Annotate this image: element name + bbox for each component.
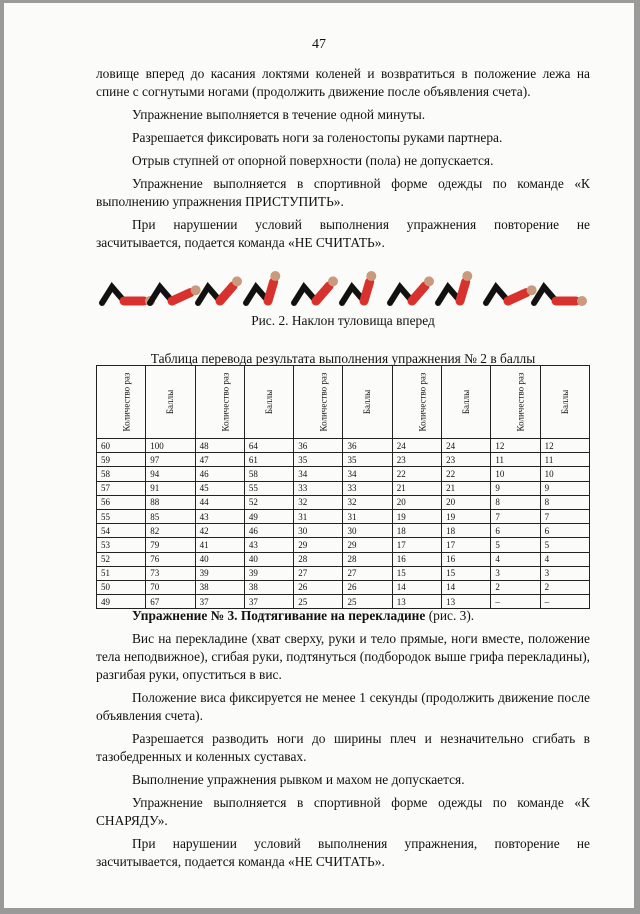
table-cell: 35 — [343, 453, 392, 467]
table-cell: 10 — [540, 467, 589, 481]
table-row — [97, 509, 590, 523]
table-cell: – — [491, 595, 540, 609]
table-cell: 43 — [244, 538, 293, 552]
table-cell: 37 — [244, 595, 293, 609]
table-row — [97, 538, 590, 552]
table-cell: 46 — [195, 467, 244, 481]
table-row — [97, 552, 590, 566]
table-cell: 4 — [540, 552, 589, 566]
table-cell: 6 — [540, 524, 589, 538]
table-cell: 33 — [294, 481, 343, 495]
table-cell: 3 — [491, 566, 540, 580]
table-cell: 43 — [195, 509, 244, 523]
table-cell: 12 — [540, 439, 589, 453]
table-cell: 13 — [392, 595, 441, 609]
table-cell: 22 — [442, 467, 491, 481]
table-cell: 2 — [491, 580, 540, 594]
table-cell: 59 — [97, 453, 146, 467]
table-cell: 30 — [343, 524, 392, 538]
table-row — [97, 467, 590, 481]
table-cell: 38 — [195, 580, 244, 594]
table-cell: 88 — [146, 495, 195, 509]
table-cell: 42 — [195, 524, 244, 538]
table-cell: 53 — [97, 538, 146, 552]
table-cell: 14 — [442, 580, 491, 594]
table-header-label: Количество раз — [318, 372, 329, 432]
table-cell: 18 — [442, 524, 491, 538]
table-cell: 21 — [392, 481, 441, 495]
table-cell: 50 — [97, 580, 146, 594]
table-header — [97, 366, 146, 439]
table-header — [540, 366, 589, 439]
table-cell: 45 — [195, 481, 244, 495]
table-header — [442, 366, 491, 439]
paragraph: Разрешается фиксировать ноги за голеностопы руками партнера. — [132, 130, 503, 145]
table-cell: 27 — [343, 566, 392, 580]
paragraph: Упражнение выполняется в течение одной минуты. — [132, 107, 426, 122]
table-cell: 46 — [244, 524, 293, 538]
table-cell: 51 — [97, 566, 146, 580]
table-cell: 56 — [97, 495, 146, 509]
figure-caption: Рис. 2. Наклон туловища вперед — [251, 313, 435, 328]
table-cell: 27 — [294, 566, 343, 580]
table-cell: 57 — [97, 481, 146, 495]
table-cell: 16 — [392, 552, 441, 566]
paragraph: При нарушении условий выполнения упражнения, повторение не засчитывается, подается команда «НЕ СЧИТАТЬ». — [96, 836, 590, 869]
table-header-label: Баллы — [264, 389, 275, 415]
table-cell: 55 — [97, 509, 146, 523]
table-cell: 61 — [244, 453, 293, 467]
exercise-pose — [534, 287, 587, 306]
table-cell: 94 — [146, 467, 195, 481]
table-cell: 8 — [491, 495, 540, 509]
table-cell: 24 — [442, 439, 491, 453]
intro-text — [96, 65, 590, 257]
table-cell: 28 — [294, 552, 343, 566]
table-cell: 29 — [343, 538, 392, 552]
table-cell: – — [540, 595, 589, 609]
paragraph: При нарушении условий выполнения упражнения повторение не засчитывается, подается команда «НЕ СЧИТАТЬ». — [96, 217, 590, 250]
table-cell: 18 — [392, 524, 441, 538]
paragraph: Вис на перекладине (хват сверху, руки и тело прямые, ноги вместе, положение тела неподвижное), сгибая руки, подтянуться (подбородок выше грифа перекладины), разгибая руки, опуститься в вис. — [96, 631, 590, 682]
table-cell: 34 — [294, 467, 343, 481]
exercise-pose — [198, 276, 242, 303]
table-cell: 26 — [343, 580, 392, 594]
exercise3-title-bold: Упражнение № 3. Подтягивание на перекладине — [132, 608, 426, 623]
table-cell: 13 — [442, 595, 491, 609]
table-cell: 20 — [442, 495, 491, 509]
table-cell: 19 — [392, 509, 441, 523]
table-header — [491, 366, 540, 439]
table-cell: 12 — [491, 439, 540, 453]
table-cell: 28 — [343, 552, 392, 566]
table-header — [146, 366, 195, 439]
table-cell: 15 — [442, 566, 491, 580]
table-cell: 8 — [540, 495, 589, 509]
exercise3-title — [96, 607, 590, 625]
table-header — [343, 366, 392, 439]
exercise-pose — [246, 271, 280, 303]
table-cell: 2 — [540, 580, 589, 594]
table-cell: 17 — [442, 538, 491, 552]
table-cell: 79 — [146, 538, 195, 552]
table-row — [97, 481, 590, 495]
table-cell: 10 — [491, 467, 540, 481]
exercise-pose — [150, 285, 201, 303]
exercise-pose — [390, 276, 434, 303]
table-cell: 19 — [442, 509, 491, 523]
paragraph: Разрешается разводить ноги до ширины плеч и незначительно сгибать в тазобедренных и коленных суставах. — [96, 731, 590, 764]
table-cell: 29 — [294, 538, 343, 552]
table-cell: 54 — [97, 524, 146, 538]
table-cell: 24 — [392, 439, 441, 453]
table-cell: 9 — [540, 481, 589, 495]
table-header-label: Количество раз — [417, 372, 428, 432]
table-cell: 52 — [97, 552, 146, 566]
exercise-pose — [294, 276, 338, 303]
paragraph: Упражнение выполняется в спортивной форме одежды по команде «К СНАРЯДУ». — [96, 795, 590, 828]
table-row — [97, 566, 590, 580]
table-cell: 85 — [146, 509, 195, 523]
table-cell: 34 — [343, 467, 392, 481]
table-cell: 7 — [491, 509, 540, 523]
exercise3-title-rest: (рис. 3). — [425, 608, 475, 623]
table-cell: 23 — [442, 453, 491, 467]
table-header-label: Баллы — [165, 389, 176, 415]
table-cell: 20 — [392, 495, 441, 509]
table-cell: 15 — [392, 566, 441, 580]
table-cell: 31 — [294, 509, 343, 523]
table-cell: 9 — [491, 481, 540, 495]
table-cell: 60 — [97, 439, 146, 453]
table-cell: 41 — [195, 538, 244, 552]
table-cell: 73 — [146, 566, 195, 580]
table-cell: 76 — [146, 552, 195, 566]
table-cell: 47 — [195, 453, 244, 467]
exercise3-text — [96, 607, 590, 876]
table-header-label: Баллы — [362, 389, 373, 415]
paragraph: Упражнение выполняется в спортивной форме одежды по команде «К выполнению упражнения ПРИСТУПИТЬ». — [96, 176, 590, 209]
table-header-label: Количество раз — [121, 372, 132, 432]
table-cell: 5 — [540, 538, 589, 552]
table-cell: 6 — [491, 524, 540, 538]
table-cell: 82 — [146, 524, 195, 538]
table-cell: 5 — [491, 538, 540, 552]
paragraph: Положение виса фиксируется не менее 1 секунды (продолжить движение после объявления счета). — [96, 690, 590, 723]
table-cell: 14 — [392, 580, 441, 594]
table-cell: 67 — [146, 595, 195, 609]
paragraph: Выполнение упражнения рывком и махом не допускается. — [132, 772, 465, 787]
exercise-pose — [486, 285, 537, 303]
table-cell: 22 — [392, 467, 441, 481]
table-cell: 39 — [244, 566, 293, 580]
table-cell: 7 — [540, 509, 589, 523]
table-cell: 11 — [540, 453, 589, 467]
table-row — [97, 580, 590, 594]
paragraph: ловище вперед до касания локтями коленей и возвратиться в положение лежа на спине с согнутыми ногами (продолжить движение после объявления счета). — [96, 66, 590, 99]
table-cell: 55 — [244, 481, 293, 495]
table-cell: 30 — [294, 524, 343, 538]
table-cell: 4 — [491, 552, 540, 566]
table-cell: 100 — [146, 439, 195, 453]
table-cell: 32 — [294, 495, 343, 509]
table-header — [244, 366, 293, 439]
table-cell: 97 — [146, 453, 195, 467]
table-row — [97, 495, 590, 509]
table-cell: 31 — [343, 509, 392, 523]
table-cell: 26 — [294, 580, 343, 594]
table-cell: 36 — [294, 439, 343, 453]
table-cell: 11 — [491, 453, 540, 467]
table-cell: 91 — [146, 481, 195, 495]
table-header-label: Количество раз — [515, 372, 526, 432]
table-header — [195, 366, 244, 439]
table-header-label: Баллы — [559, 389, 570, 415]
table-cell: 39 — [195, 566, 244, 580]
table-cell: 40 — [195, 552, 244, 566]
table-cell: 21 — [442, 481, 491, 495]
table-cell: 49 — [244, 509, 293, 523]
table-row — [97, 453, 590, 467]
table-cell: 64 — [244, 439, 293, 453]
score-table — [96, 365, 590, 609]
table-caption: Таблица перевода результата выполнения упражнения № 2 в баллы — [150, 351, 536, 366]
table-cell: 44 — [195, 495, 244, 509]
table-cell: 37 — [195, 595, 244, 609]
table-cell: 52 — [244, 495, 293, 509]
table-cell: 40 — [244, 552, 293, 566]
table-cell: 25 — [343, 595, 392, 609]
table-cell: 16 — [442, 552, 491, 566]
table-cell: 58 — [244, 467, 293, 481]
table-cell: 38 — [244, 580, 293, 594]
situp-sequence-figure — [96, 265, 590, 309]
table-header — [294, 366, 343, 439]
table-row — [97, 439, 590, 453]
table-header — [392, 366, 441, 439]
table-header-label: Количество раз — [220, 372, 231, 432]
table-cell: 58 — [97, 467, 146, 481]
table-cell: 48 — [195, 439, 244, 453]
table-cell: 17 — [392, 538, 441, 552]
paragraph: Отрыв ступней от опорной поверхности (пола) не допускается. — [132, 153, 494, 168]
table-cell: 25 — [294, 595, 343, 609]
table-cell: 23 — [392, 453, 441, 467]
page-number: 47 — [312, 37, 326, 52]
exercise-pose — [438, 271, 472, 303]
table-cell: 70 — [146, 580, 195, 594]
table-cell: 35 — [294, 453, 343, 467]
table-cell: 33 — [343, 481, 392, 495]
table-cell: 32 — [343, 495, 392, 509]
table-row — [97, 524, 590, 538]
document-page — [4, 3, 634, 908]
table-cell: 36 — [343, 439, 392, 453]
exercise-pose — [342, 271, 376, 303]
table-cell: 3 — [540, 566, 589, 580]
table-header-label: Баллы — [461, 389, 472, 415]
table-cell: 49 — [97, 595, 146, 609]
